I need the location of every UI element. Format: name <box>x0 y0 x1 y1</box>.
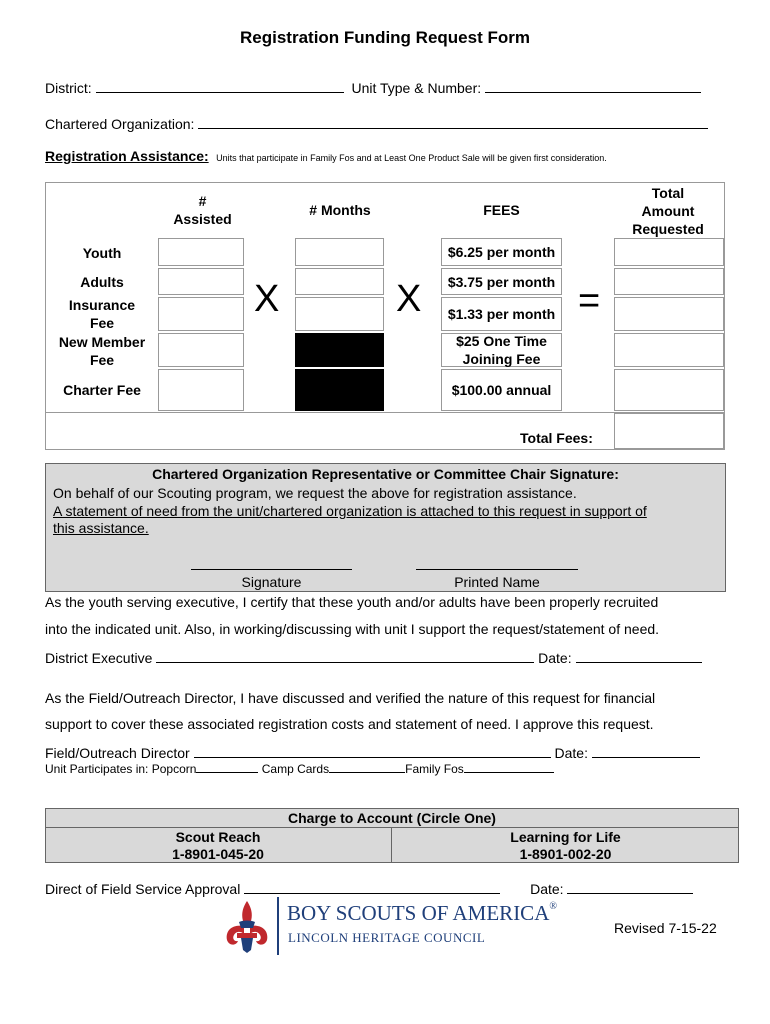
printed-name-line[interactable] <box>416 569 578 570</box>
signature-text-2: A statement of need from the unit/chartered organization is attached to this request in support of <box>53 503 647 519</box>
field-director-date-field[interactable] <box>592 743 700 758</box>
row-label-adults: Adults <box>80 274 124 290</box>
district-exec-label: District Executive <box>45 650 153 666</box>
fee-charter: $100.00 annual <box>441 369 562 411</box>
director-approval-label: Direct of Field Service Approval <box>45 881 241 897</box>
total-cell-charter[interactable] <box>614 369 724 411</box>
participation-camp-cards-label: Camp Cards <box>261 762 330 776</box>
director-approval-signature-field[interactable] <box>244 879 500 894</box>
months-cell-adults[interactable] <box>295 268 384 295</box>
district-label: District: <box>45 80 92 96</box>
row-label-insurance <box>46 296 158 332</box>
assisted-header <box>155 186 250 234</box>
row-label-insurance-line1: Insurance <box>68 297 136 313</box>
participation-popcorn-label: Unit Participates in: Popcorn <box>45 762 197 776</box>
row-label-charter-fee: Charter Fee <box>63 382 141 398</box>
row-label-youth: Youth <box>82 245 122 261</box>
learning-for-life-account: 1-8901-002-20 <box>519 846 612 862</box>
district-exec-text-1: As the youth serving executive, I certify that these youth and/or adults have been properly recruited <box>45 594 659 610</box>
field-director-label: Field/Outreach Director <box>45 745 190 761</box>
director-approval-line <box>45 879 693 897</box>
total-header-line3: Requested <box>632 221 704 237</box>
approval-date-label: Date: <box>530 881 564 897</box>
charge-option-learning-for-life[interactable] <box>392 829 739 863</box>
chartered-org-field[interactable] <box>198 114 708 129</box>
logo-title-text: BOY SCOUTS OF AMERICA <box>287 901 550 925</box>
printed-name-label: Printed Name <box>454 574 540 590</box>
row-label-new-member <box>46 333 158 369</box>
district-exec-date-field[interactable] <box>576 648 702 663</box>
total-header-line1: Total <box>651 185 685 201</box>
participation-line <box>45 761 554 776</box>
fee-youth: $6.25 per month <box>441 238 562 266</box>
scout-reach-account: 1-8901-045-20 <box>172 846 264 862</box>
fee-new-member <box>441 333 562 367</box>
total-cell-youth[interactable] <box>614 238 724 266</box>
family-fos-field[interactable] <box>464 761 554 773</box>
field-director-line <box>45 743 700 761</box>
total-fees-cell[interactable] <box>614 413 724 449</box>
row-label-insurance-line2: Fee <box>89 315 115 331</box>
total-cell-insurance[interactable] <box>614 297 724 331</box>
learning-for-life-name: Learning for Life <box>510 829 621 845</box>
district-field[interactable] <box>96 78 344 93</box>
total-amount-header <box>614 184 722 238</box>
revised-date: Revised 7-15-22 <box>614 920 717 936</box>
multiply-symbol-1: X <box>254 278 280 320</box>
registration-assistance-label: Registration Assistance: <box>45 148 209 164</box>
form-title: Registration Funding Request Form <box>240 28 530 47</box>
unit-type-field[interactable] <box>485 78 701 93</box>
months-header: # Months <box>309 202 371 218</box>
field-director-signature-field[interactable] <box>194 743 551 758</box>
fee-new-member-line1: $25 One Time <box>456 333 547 349</box>
months-cell-charter-blocked <box>295 369 384 411</box>
scout-reach-name: Scout Reach <box>175 829 261 845</box>
signature-line[interactable] <box>191 569 352 570</box>
signature-text-1: On behalf of our Scouting program, we request the above for registration assistance. <box>53 485 577 501</box>
field-director-text-1: As the Field/Outreach Director, I have discussed and verified the nature of this request for financial <box>45 690 656 706</box>
signature-heading: Chartered Organization Representative or Committee Chair Signature: <box>152 466 619 482</box>
field-director-date-label: Date: <box>554 745 588 761</box>
charge-heading: Charge to Account (Circle One) <box>288 810 496 826</box>
charge-option-scout-reach[interactable] <box>45 829 391 863</box>
district-exec-signature-field[interactable] <box>156 648 534 663</box>
multiply-symbol-2: X <box>396 278 422 320</box>
district-exec-text-2: into the indicated unit. Also, in working/discussing with unit I support the request/statement of need. <box>45 621 660 637</box>
district-exec-line <box>45 648 702 666</box>
logo-subtitle: LINCOLN HERITAGE COUNCIL <box>288 930 486 945</box>
equals-symbol: = <box>578 280 601 322</box>
assisted-cell-youth[interactable] <box>158 238 244 266</box>
logo-title <box>287 901 557 926</box>
registration-assistance-note: Units that participate in Family Fos and at Least One Product Sale will be given first consideration. <box>216 153 607 163</box>
chartered-org-label: Chartered Organization: <box>45 116 195 132</box>
bsa-fleur-de-lis-logo <box>219 898 275 954</box>
assisted-cell-insurance[interactable] <box>158 297 244 331</box>
fee-new-member-line2: Joining Fee <box>462 351 541 367</box>
registration-assistance-line <box>45 148 607 166</box>
total-cell-new-member[interactable] <box>614 333 724 367</box>
charge-divider-h <box>45 827 739 828</box>
logo-divider <box>277 897 279 955</box>
fee-adults: $3.75 per month <box>441 268 562 295</box>
chartered-org-line <box>45 114 708 132</box>
logo-registered-mark: ® <box>549 901 557 912</box>
assisted-header-symbol: # <box>198 193 207 209</box>
row-label-new-member-line1: New Member <box>58 334 146 350</box>
table-divider <box>45 412 725 413</box>
participation-family-fos-label: Family Fos <box>405 762 464 776</box>
signature-label: Signature <box>241 574 302 590</box>
total-cell-adults[interactable] <box>614 268 724 295</box>
approval-date-field[interactable] <box>567 879 693 894</box>
fees-header: FEES <box>483 202 520 218</box>
row-label-new-member-line2: Fee <box>89 352 115 368</box>
district-line <box>45 78 701 96</box>
months-cell-insurance[interactable] <box>295 297 384 331</box>
assisted-cell-charter[interactable] <box>158 369 244 411</box>
months-cell-youth[interactable] <box>295 238 384 266</box>
unit-type-label: Unit Type & Number: <box>351 80 482 96</box>
district-exec-date-label: Date: <box>538 650 572 666</box>
assisted-cell-new-member[interactable] <box>158 333 244 367</box>
fleur-de-lis-icon <box>219 898 275 954</box>
months-cell-new-member-blocked <box>295 333 384 367</box>
assisted-header-label: Assisted <box>173 211 232 227</box>
total-header-line2: Amount <box>641 203 695 219</box>
fee-insurance: $1.33 per month <box>441 297 562 331</box>
total-fees-label: Total Fees: <box>520 430 593 446</box>
signature-text-3: this assistance. <box>53 520 149 536</box>
popcorn-field[interactable] <box>196 761 258 773</box>
camp-cards-field[interactable] <box>329 761 405 773</box>
field-director-text-2: support to cover these associated registration costs and statement of need. I approve this request. <box>45 716 654 732</box>
assisted-cell-adults[interactable] <box>158 268 244 295</box>
